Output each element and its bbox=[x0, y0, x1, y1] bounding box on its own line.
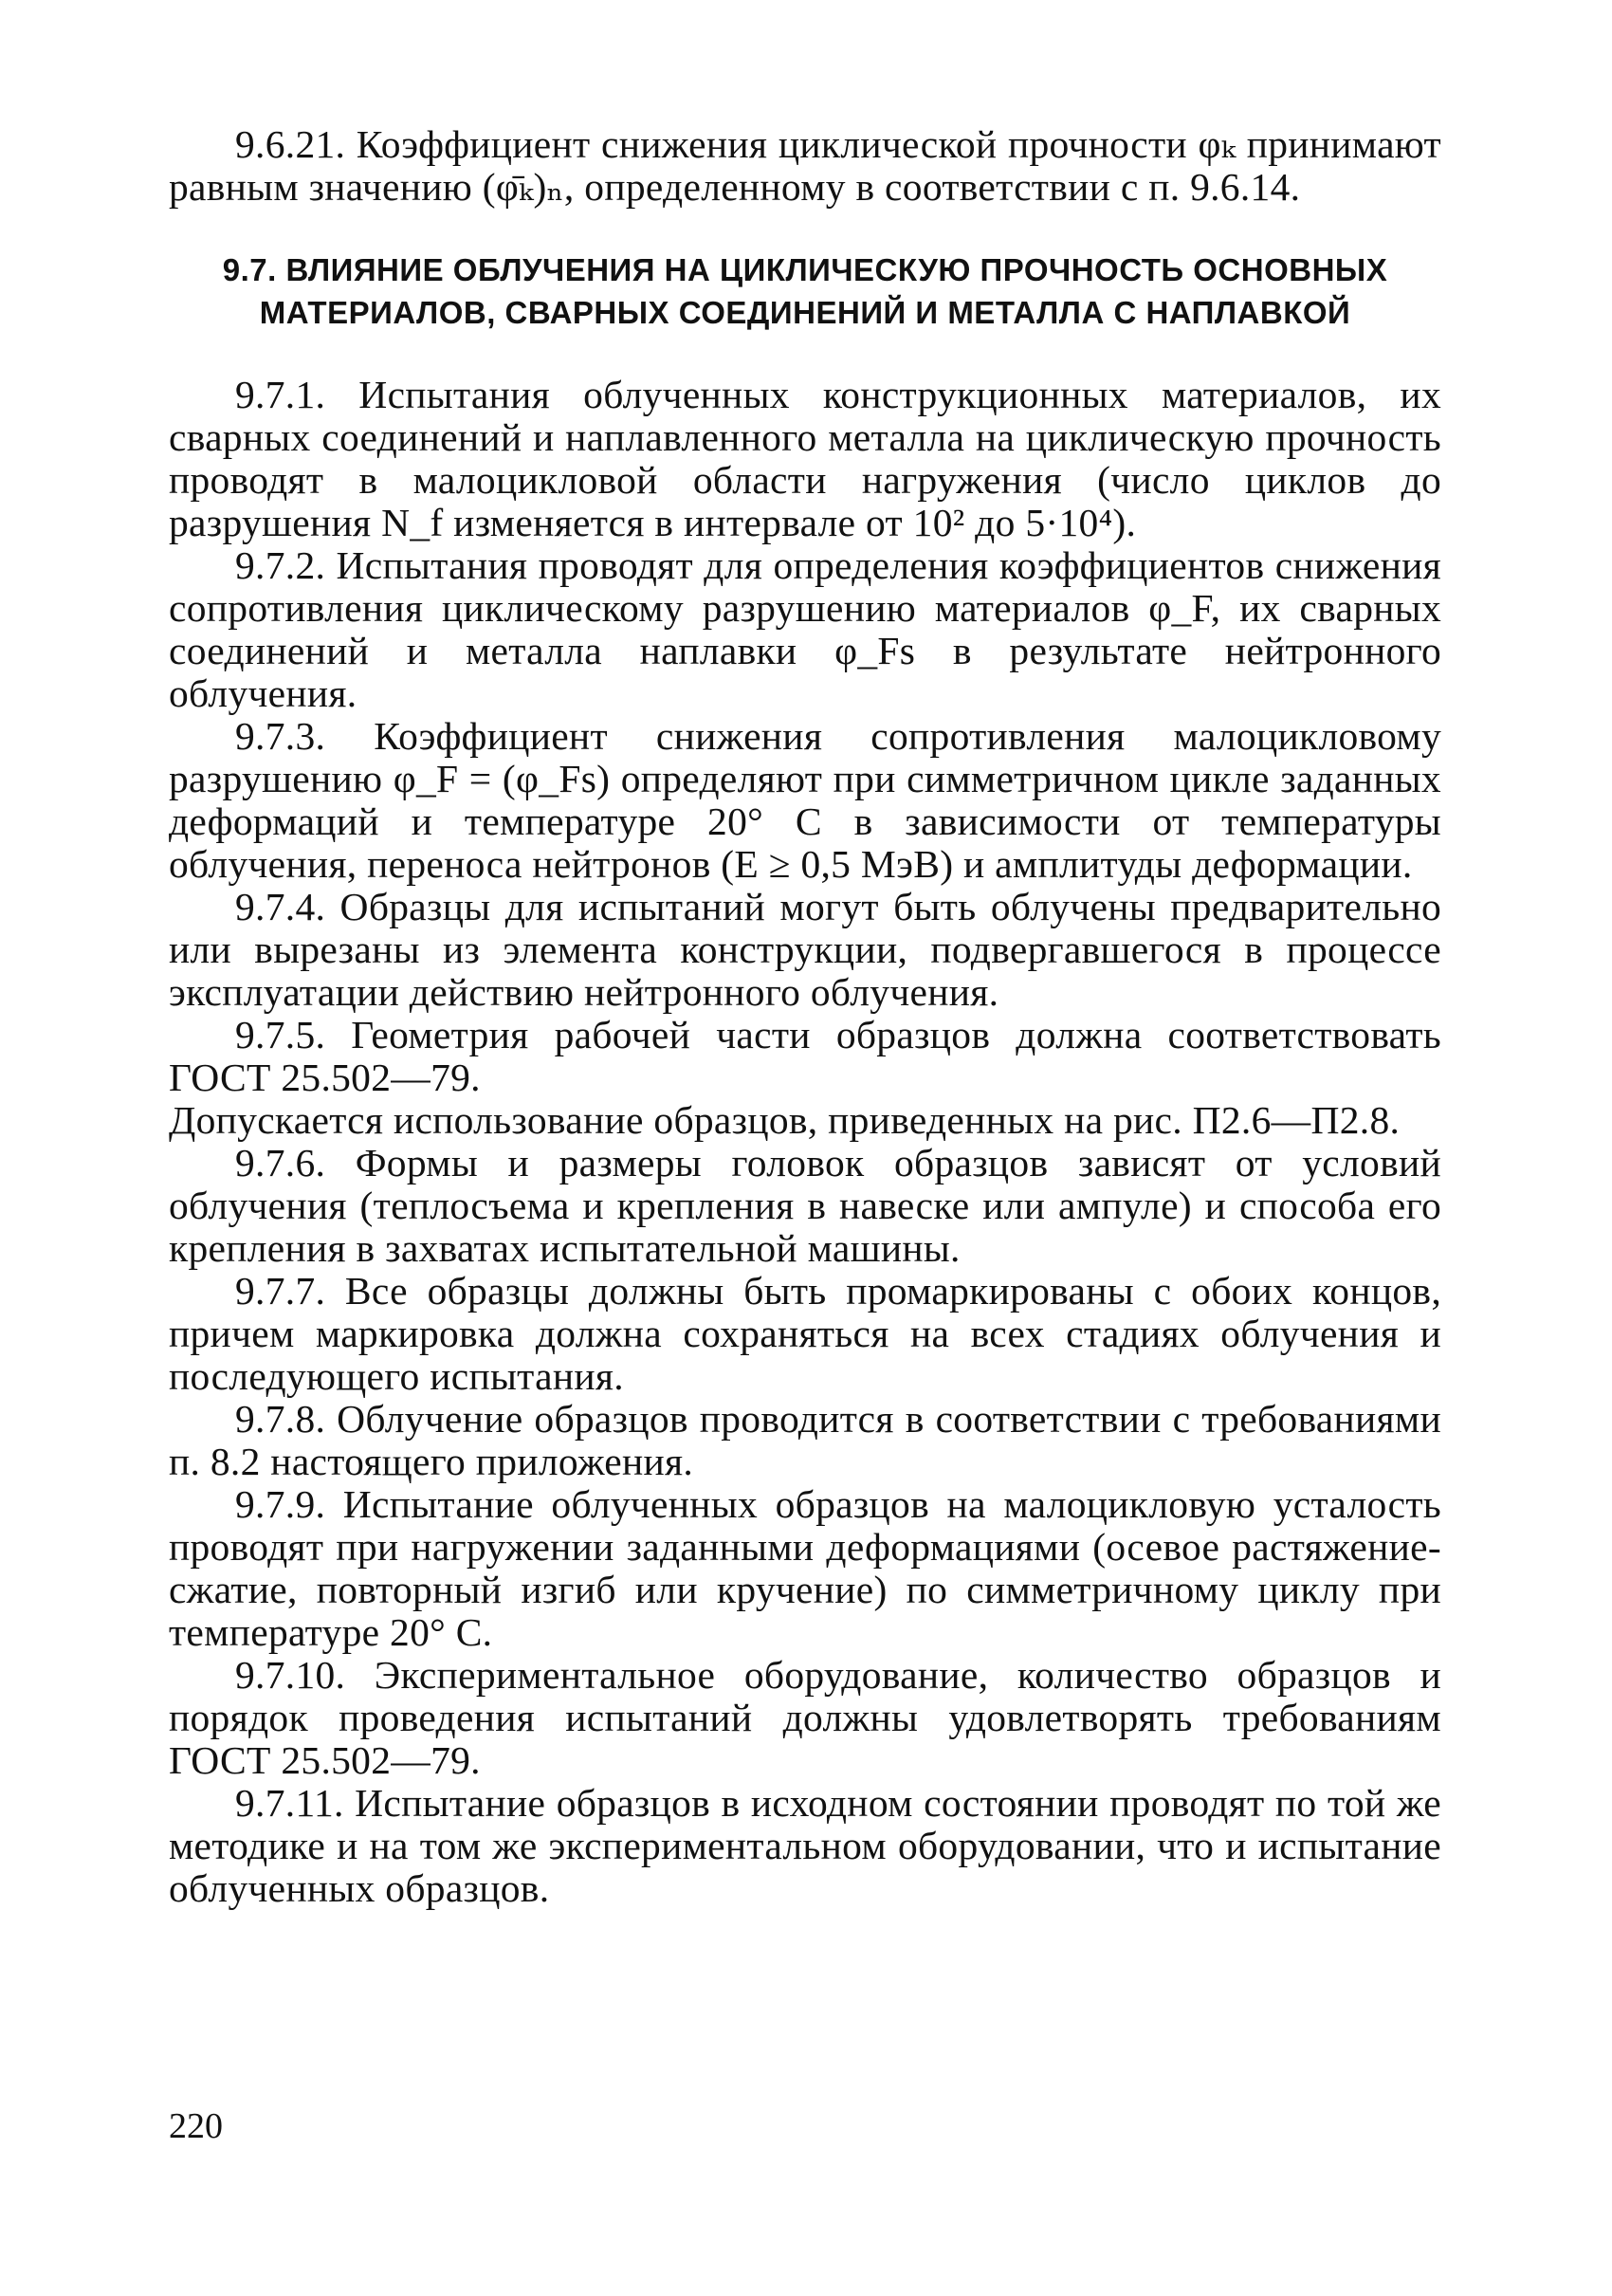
paragraph-9-7-7: 9.7.7. Все образцы должны быть промаркированы с обоих концов, причем маркировка должна сохраняться на всех стадиях облучения и последующего испытания. bbox=[169, 1269, 1441, 1398]
page-number: 220 bbox=[169, 2106, 223, 2146]
paragraph-9-7-9: 9.7.9. Испытание облученных образцов на малоцикловую усталость проводят при нагружении заданными деформациями (осевое растяжение-сжатие, повторный изгиб или кручение) по симметричному циклу при температуре 20° С. bbox=[169, 1482, 1441, 1654]
paragraph-9-7-4: 9.7.4. Образцы для испытаний могут быть облучены предварительно или вырезаны из элемента конструкции, подвергавшегося в процессе эксплуатации действию нейтронного облучения. bbox=[169, 885, 1441, 1014]
section-heading-9-7: 9.7. ВЛИЯНИЕ ОБЛУЧЕНИЯ НА ЦИКЛИЧЕСКУЮ ПРОЧНОСТЬ ОСНОВНЫХ МАТЕРИАЛОВ, СВАРНЫХ СОЕДИНЕНИЙ И МЕТАЛЛА С НАПЛАВКОЙ bbox=[222, 252, 1388, 330]
paragraph-9-7-3: 9.7.3. Коэффициент снижения сопротивления малоцикловому разрушению φ_F = (φ_Fs) определяют при симметричном цикле заданных деформаций и температуре 20° С в зависимости от температуры облучения, переноса нейтронов (E ≥ 0,5 МэВ) и амплитуды деформации. bbox=[169, 714, 1441, 886]
paragraph-9-7-8: 9.7.8. Облучение образцов проводится в соответствии с требованиями п. 8.2 настоящего приложения. bbox=[169, 1397, 1441, 1483]
paragraph-allowed-specimens: Допускается использование образцов, приведенных на рис. П2.6—П2.8. bbox=[169, 1098, 1401, 1142]
paragraph-9-7-11: 9.7.11. Испытание образцов в исходном состоянии проводят по той же методике и на том же экспериментальном оборудовании, что и испытание облученных образцов. bbox=[169, 1781, 1441, 1910]
paragraph-9-7-1: 9.7.1. Испытания облученных конструкционных материалов, их сварных соединений и наплавленного металла на циклическую прочность проводят в малоцикловой области нагружения (число циклов до разрушения N_f изменяется в интервале от 10² до 5·10⁴). bbox=[169, 373, 1441, 544]
paragraph-9-7-6: 9.7.6. Формы и размеры головок образцов зависят от условий облучения (теплосъема и крепления в навеске или ампуле) и способа его крепления в захватах испытательной машины. bbox=[169, 1141, 1441, 1270]
paragraph-9-7-10: 9.7.10. Экспериментальное оборудование, количество образцов и порядок проведения испытаний должны удовлетворять требованиям ГОСТ 25.502—79. bbox=[169, 1653, 1441, 1782]
paragraph-9-7-5: 9.7.5. Геометрия рабочей части образцов должна соответствовать ГОСТ 25.502—79. bbox=[169, 1013, 1441, 1099]
paragraph-9-7-2: 9.7.2. Испытания проводят для определения коэффициентов снижения сопротивления циклическому разрушению материалов φ_F, их сварных соединений и металла наплавки φ_Fs в результате нейтронного облучения. bbox=[169, 543, 1441, 715]
paragraph-9-6-21: 9.6.21. Коэффициент снижения циклической прочности φₖ принимают равным значению (φ̄ₖ)ₙ, определенному в соответствии с п. 9.6.14. bbox=[169, 122, 1441, 209]
document-page bbox=[169, 123, 1441, 1910]
